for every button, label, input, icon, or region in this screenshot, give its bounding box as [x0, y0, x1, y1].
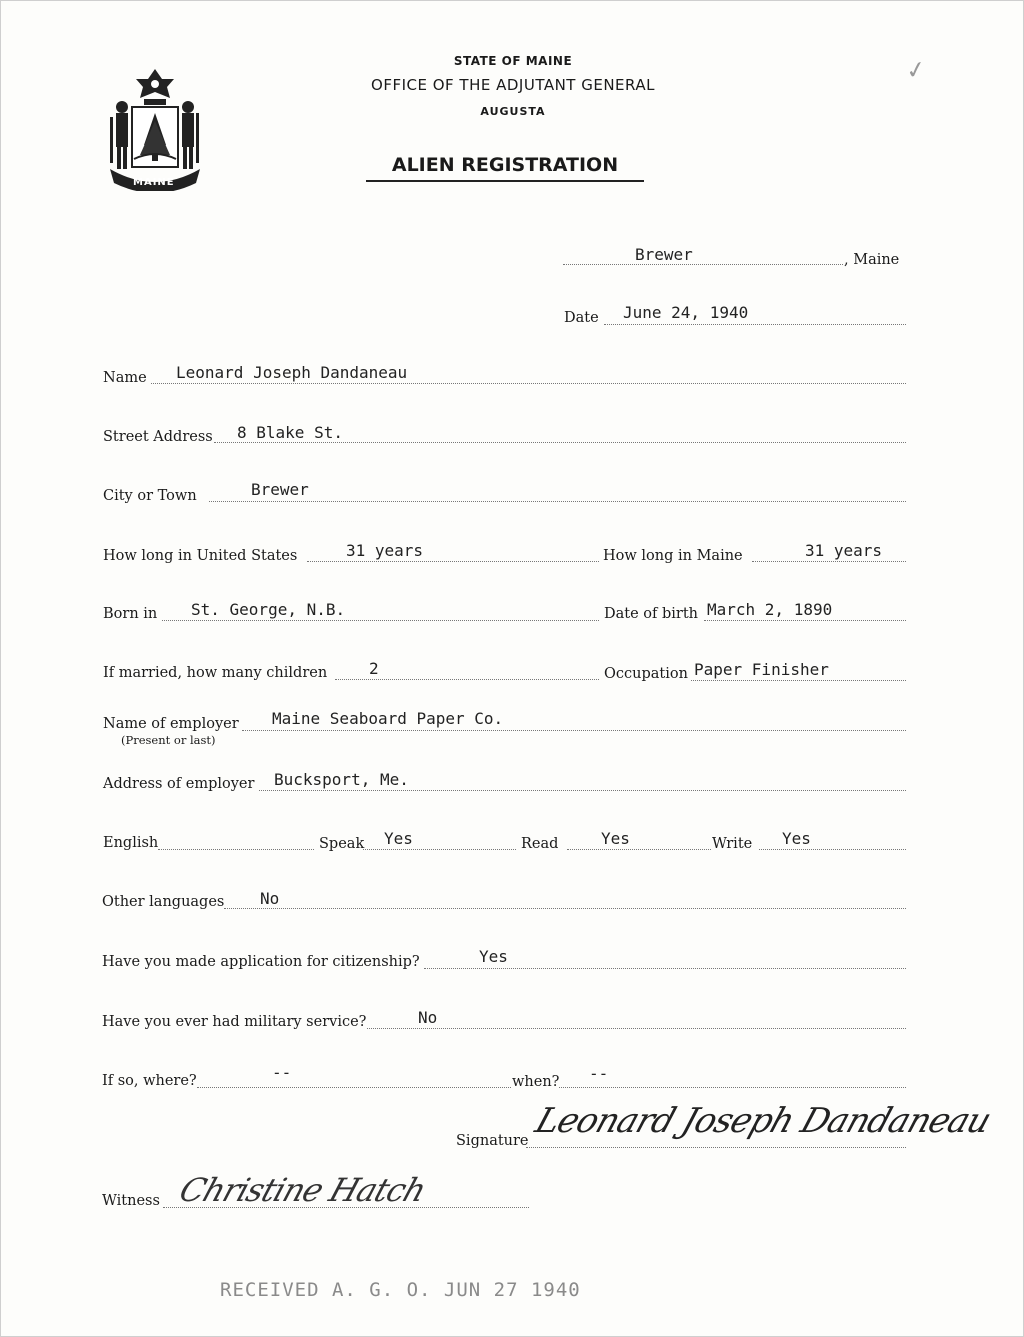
- employer-sublabel: (Present or last): [121, 733, 216, 747]
- where-label: If so, where?: [102, 1073, 197, 1089]
- dob-value: March 2, 1890: [707, 600, 833, 619]
- signature-label: Signature: [456, 1133, 529, 1149]
- citizenship-label: Have you made application for citizenship?: [102, 954, 420, 970]
- how-long-maine-value: 31 years: [805, 541, 883, 560]
- born-in-label: Born in: [103, 606, 158, 622]
- check-mark-icon: ✓: [903, 54, 929, 86]
- english-label: English: [103, 835, 159, 851]
- military-value: No: [418, 1008, 438, 1027]
- date-value: June 24, 1940: [623, 303, 749, 322]
- place-town-value: Brewer: [635, 245, 693, 264]
- how-long-maine-label: How long in Maine: [603, 548, 743, 564]
- other-languages-value: No: [260, 889, 280, 908]
- street-value: 8 Blake St.: [237, 423, 343, 442]
- how-long-us-label: How long in United States: [103, 548, 298, 564]
- witness-label: Witness: [102, 1193, 160, 1209]
- office-heading: OFFICE OF THE ADJUTANT GENERAL: [371, 76, 655, 94]
- city-heading: AUGUSTA: [480, 105, 546, 118]
- write-label: Write: [712, 836, 753, 852]
- write-value: Yes: [782, 829, 811, 848]
- signature-value: Leonard Joseph Dandaneau: [530, 1101, 996, 1141]
- occupation-value: Paper Finisher: [694, 660, 829, 679]
- date-label: Date: [564, 310, 599, 326]
- city-label: City or Town: [103, 488, 197, 504]
- citizenship-value: Yes: [479, 947, 508, 966]
- name-label: Name: [103, 370, 147, 386]
- name-value: Leonard Joseph Dandaneau: [176, 363, 408, 382]
- employer-label: Name of employer: [103, 716, 239, 732]
- military-label: Have you ever had military service?: [102, 1014, 367, 1030]
- speak-value: Yes: [384, 829, 413, 848]
- born-in-value: St. George, N.B.: [191, 600, 346, 619]
- other-languages-label: Other languages: [102, 894, 225, 910]
- how-long-us-value: 31 years: [346, 541, 424, 560]
- dob-label: Date of birth: [604, 606, 699, 622]
- received-stamp: RECEIVED A. G. O. JUN 27 1940: [220, 1279, 581, 1301]
- form-title: ALIEN REGISTRATION: [366, 154, 644, 182]
- employer-value: Maine Seaboard Paper Co.: [272, 709, 504, 728]
- when-label: when?: [512, 1074, 560, 1090]
- employer-address-label: Address of employer: [103, 776, 255, 792]
- occupation-label: Occupation: [604, 666, 688, 682]
- employer-address-value: Bucksport, Me.: [274, 770, 409, 789]
- speak-label: Speak: [319, 836, 365, 852]
- when-value: --: [589, 1064, 609, 1083]
- read-value: Yes: [601, 829, 630, 848]
- children-label: If married, how many children: [103, 665, 328, 681]
- place-suffix: , Maine: [844, 252, 900, 268]
- witness-value: Christine Hatch: [174, 1171, 431, 1209]
- children-value: 2: [369, 659, 379, 678]
- state-heading: STATE OF MAINE: [453, 54, 573, 68]
- where-value: --: [272, 1063, 292, 1082]
- city-value: Brewer: [251, 480, 309, 499]
- street-label: Street Address: [103, 429, 213, 445]
- read-label: Read: [521, 836, 559, 852]
- seal-banner-text: MAINE: [133, 177, 175, 188]
